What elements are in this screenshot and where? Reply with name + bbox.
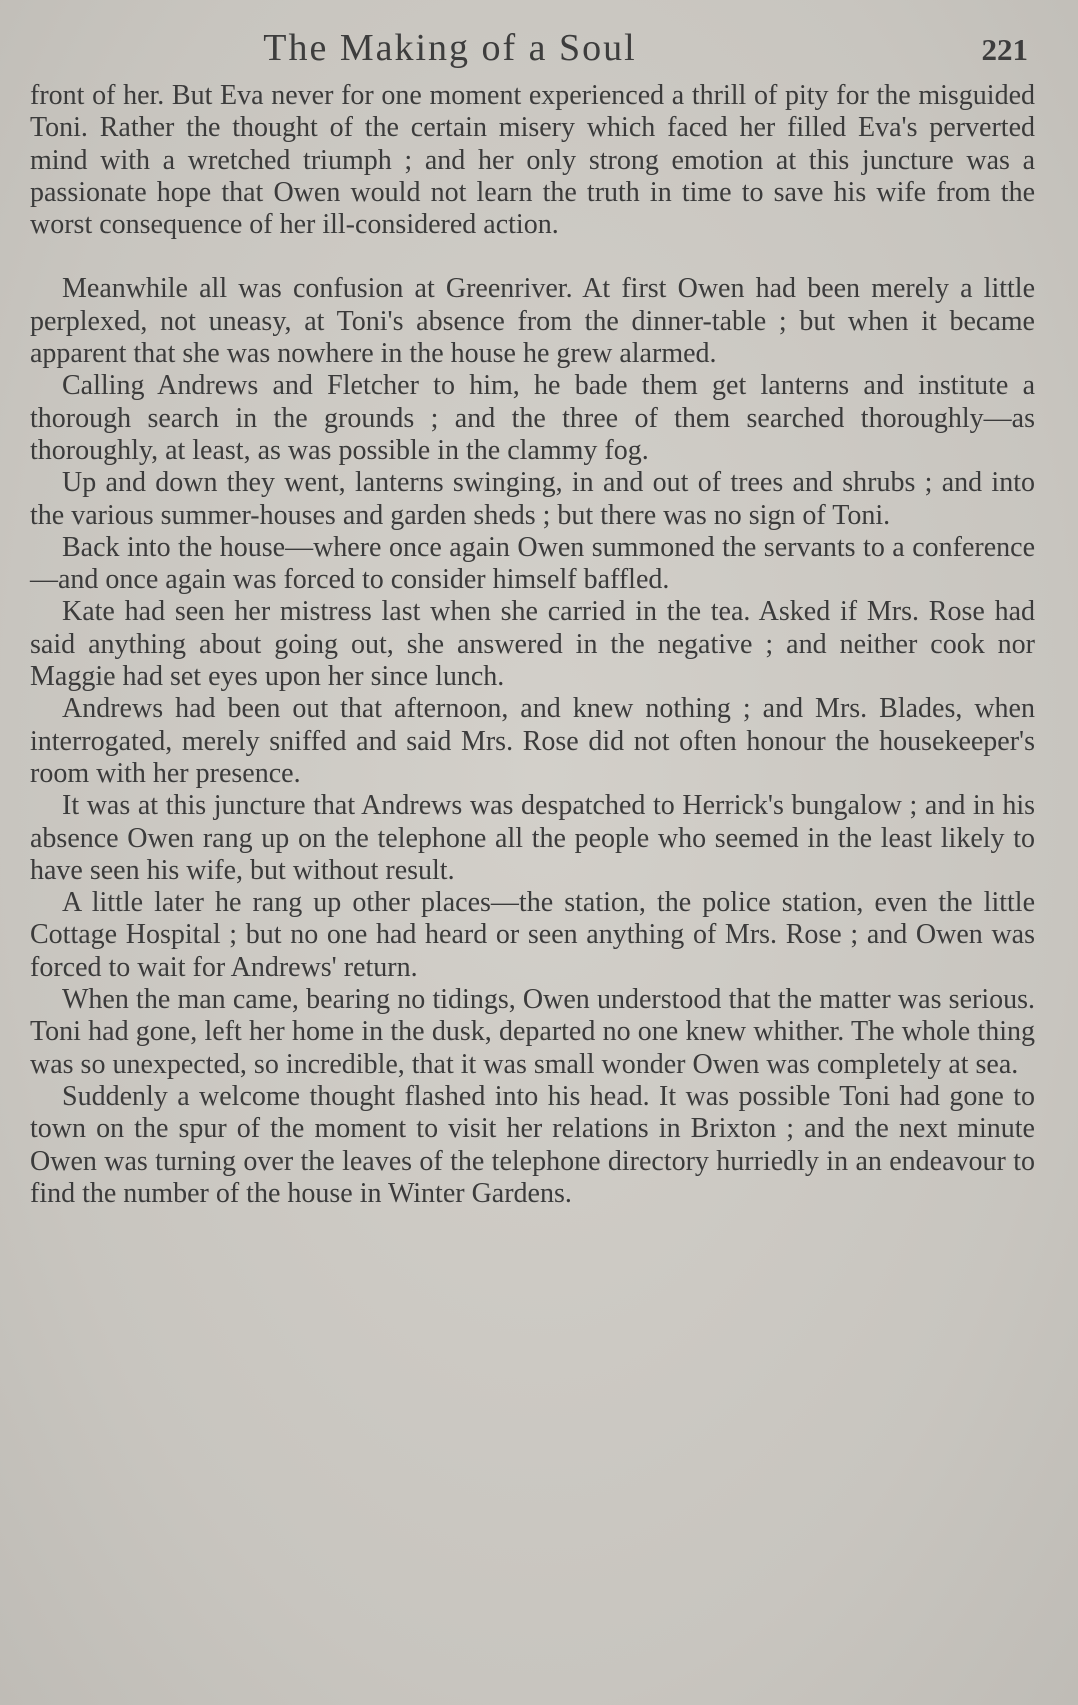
paragraph: Meanwhile all was confusion at Greenriver. At first Owen had been merely a little perplexed, not uneasy, at Toni's absence from the dinner-table ; but when it became apparent that she was nowhere in the house he grew alarmed. <box>30 273 1035 370</box>
body-text <box>30 80 1035 1210</box>
paragraph: Calling Andrews and Fletcher to him, he bade them get lanterns and institute a thorough search in the grounds ; and the three of them searched thoroughly—as thoroughly, at least, as was possible in the clammy fog. <box>30 370 1035 466</box>
paragraph: front of her. But Eva never for one moment experienced a thrill of pity for the misguided Toni. Rather the thought of the certain misery which faced her filled Eva's perverted mind with a wretched triumph ; and her only strong emotion at this juncture was a passionate hope that Owen would not learn the truth in time to save his wife from the worst consequence of her ill-considered action. <box>30 80 1035 241</box>
paragraph: Andrews had been out that afternoon, and knew nothing ; and Mrs. Blades, when interrogated, merely sniffed and said Mrs. Rose did not often honour the housekeeper's room with her presence. <box>30 693 1035 789</box>
paragraph: Up and down they went, lanterns swinging, in and out of trees and shrubs ; and into the various summer-houses and garden sheds ; but there was no sign of Toni. <box>30 467 1035 531</box>
paragraph: When the man came, bearing no tidings, Owen understood that the matter was serious. Toni had gone, left her home in the dusk, departed no one knew whither. The whole thing was so unexpected, so incredible, that it was small wonder Owen was completely at sea. <box>30 984 1035 1080</box>
paragraph: Back into the house—where once again Owen summoned the servants to a conference—and once again was forced to consider himself baffled. <box>30 531 1035 596</box>
paragraph: A little later he rang up other places—the station, the police station, even the little Cottage Hospital ; but no one had heard or seen anything of Mrs. Rose ; and Owen was forced to wait for Andrews' return. <box>30 887 1035 983</box>
page-number: 221 <box>981 32 1028 67</box>
paragraph: Kate had seen her mistress last when she carried in the tea. Asked if Mrs. Rose had said anything about going out, she answered in the negative ; and neither cook nor Maggie had set eyes upon her since lunch. <box>30 596 1035 693</box>
paragraph: Suddenly a welcome thought flashed into his head. It was possible Toni had gone to town on the spur of the moment to visit her relations in Brixton ; and the next minute Owen was turning over the leaves of the telephone directory hurriedly in an endeavour to find the number of the house in Winter Gardens. <box>30 1080 1035 1209</box>
page-header <box>30 22 1038 80</box>
paragraph: It was at this juncture that Andrews was despatched to Herrick's bungalow ; and in his absence Owen rang up on the telephone all the people who seemed in the least likely to have seen his wife, but without result. <box>30 790 1035 886</box>
running-title: The Making of a Soul <box>263 27 637 69</box>
